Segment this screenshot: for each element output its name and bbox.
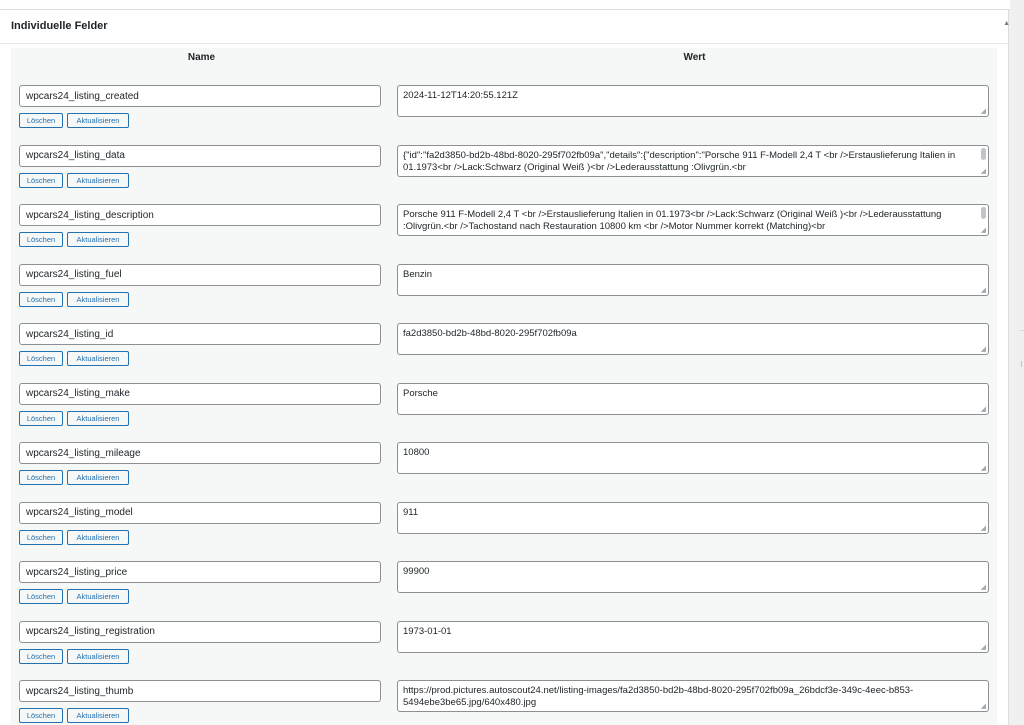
delete-button[interactable]: Löschen [19, 530, 63, 545]
resize-handle-icon[interactable]: ◢ [980, 167, 986, 175]
update-button[interactable]: Aktualisieren [67, 530, 129, 545]
side-divider [1019, 330, 1024, 331]
field-row-description [11, 186, 997, 246]
field-row-data [11, 127, 997, 187]
field-row-model [11, 484, 997, 544]
resize-handle-icon[interactable]: ◢ [980, 227, 986, 234]
field-value-text: 99900 [403, 566, 430, 577]
update-button[interactable]: Aktualisieren [67, 351, 129, 366]
field-key-input[interactable] [19, 680, 381, 702]
field-value-text: 10800 [403, 447, 430, 458]
field-value-textarea[interactable] [397, 323, 989, 355]
field-key-input[interactable] [19, 502, 381, 524]
delete-button[interactable]: Löschen [19, 470, 63, 485]
resize-handle-icon[interactable]: ◢ [980, 465, 986, 472]
column-header-name: Name [187, 52, 216, 63]
field-key-input[interactable] [19, 264, 381, 286]
update-button[interactable]: Aktualisieren [67, 292, 129, 307]
custom-fields-metabox [0, 10, 1009, 725]
delete-button[interactable]: Löschen [19, 708, 63, 723]
delete-button[interactable]: Löschen [19, 113, 63, 128]
resize-handle-icon[interactable]: ◢ [980, 524, 986, 532]
column-header-value: Wert [683, 52, 706, 63]
field-value-textarea[interactable] [397, 680, 989, 712]
field-value-text: fa2d3850-bd2b-48bd-8020-295f702fb09a [403, 328, 577, 339]
update-button[interactable]: Aktualisieren [67, 173, 129, 188]
field-value-textarea[interactable] [397, 264, 989, 296]
metabox-title: Individuelle Felder [11, 20, 108, 32]
custom-fields-list [11, 67, 997, 725]
delete-button[interactable]: Löschen [19, 173, 63, 188]
field-key-input[interactable] [19, 442, 381, 464]
field-key-input[interactable] [19, 383, 381, 405]
resize-handle-icon[interactable]: ◢ [980, 703, 986, 710]
update-button[interactable]: Aktualisieren [67, 232, 129, 247]
field-key-input[interactable] [19, 85, 381, 107]
field-key-input[interactable] [19, 561, 381, 583]
field-key-input[interactable] [19, 145, 381, 167]
update-button[interactable]: Aktualisieren [67, 589, 129, 604]
field-row-mileage [11, 424, 997, 484]
field-value-text: {"id":"fa2d3850-bd2b-48bd-8020-295f702fb09a","details":{"description":"Porsche 911 F-Modell 2,4 T <br />Erstauslieferung Italien in 01.1973<br />Lack:Schwarz (Original Weiß )<br />Lederausstattung :Olivgrün.<br [403, 149, 956, 173]
field-value-textarea[interactable] [397, 621, 989, 653]
field-value-textarea[interactable] [397, 145, 989, 177]
field-value-text: https://prod.pictures.autoscout24.net/listing-images/fa2d3850-bd2b-48bd-8020-295f702fb09a_26bdcf3e-349c-4eec-b853-5494ebe3be65.jpg/640x480.jpg [403, 685, 914, 708]
delete-button[interactable]: Löschen [19, 589, 63, 604]
side-divider [1021, 361, 1022, 367]
field-row-thumb [11, 662, 997, 722]
field-value-text: Porsche 911 F-Modell 2,4 T <br />Erstauslieferung Italien in 01.1973<br />Lack:Schwarz (Original Weiß )<br />Lederausstattung :Olivgrün.<br />Tachostand nach Restauration 10800 km <br />Motor Nummer korrekt (Matching)<br [403, 209, 942, 232]
field-row-fuel [11, 246, 997, 306]
resize-handle-icon[interactable]: ◢ [980, 346, 986, 353]
triangle-up-icon[interactable]: ▲ [1003, 20, 1010, 27]
delete-button[interactable]: Löschen [19, 351, 63, 366]
field-value-text: Porsche [403, 387, 438, 399]
field-row-created [11, 67, 997, 127]
field-value-textarea[interactable] [397, 85, 989, 117]
delete-button[interactable]: Löschen [19, 292, 63, 307]
field-key-input[interactable] [19, 204, 381, 226]
table-header [11, 48, 997, 68]
top-divider [0, 0, 1010, 10]
update-button[interactable]: Aktualisieren [67, 649, 129, 664]
resize-handle-icon[interactable]: ◢ [980, 108, 986, 115]
resize-handle-icon[interactable]: ◢ [980, 643, 986, 651]
field-row-make [11, 365, 997, 425]
field-value-text: 911 [403, 506, 419, 518]
field-value-textarea[interactable] [397, 442, 989, 474]
field-value-text: Benzin [403, 268, 433, 280]
field-row-price [11, 543, 997, 603]
resize-handle-icon[interactable]: ◢ [980, 286, 986, 294]
update-button[interactable]: Aktualisieren [67, 470, 129, 485]
delete-button[interactable]: Löschen [19, 411, 63, 426]
resize-handle-icon[interactable]: ◢ [980, 584, 986, 591]
delete-button[interactable]: Löschen [19, 649, 63, 664]
field-row-id [11, 305, 997, 365]
resize-handle-icon[interactable]: ◢ [980, 405, 986, 413]
update-button[interactable]: Aktualisieren [67, 411, 129, 426]
field-value-textarea[interactable] [397, 204, 989, 236]
update-button[interactable]: Aktualisieren [67, 113, 129, 128]
update-button[interactable]: Aktualisieren [67, 708, 129, 723]
field-row-registration [11, 603, 997, 663]
field-key-input[interactable] [19, 323, 381, 345]
scrollbar-thumb[interactable] [981, 207, 986, 219]
field-value-textarea[interactable] [397, 561, 989, 593]
field-value-textarea[interactable] [397, 502, 989, 534]
metabox-header[interactable] [0, 10, 1008, 44]
scrollbar-thumb[interactable] [981, 148, 986, 160]
field-value-text: 1973-01-01 [403, 625, 452, 637]
field-key-input[interactable] [19, 621, 381, 643]
field-value-textarea[interactable] [397, 383, 989, 415]
field-value-text: 2024-11-12T14:20:55.121Z [403, 90, 518, 101]
delete-button[interactable]: Löschen [19, 232, 63, 247]
